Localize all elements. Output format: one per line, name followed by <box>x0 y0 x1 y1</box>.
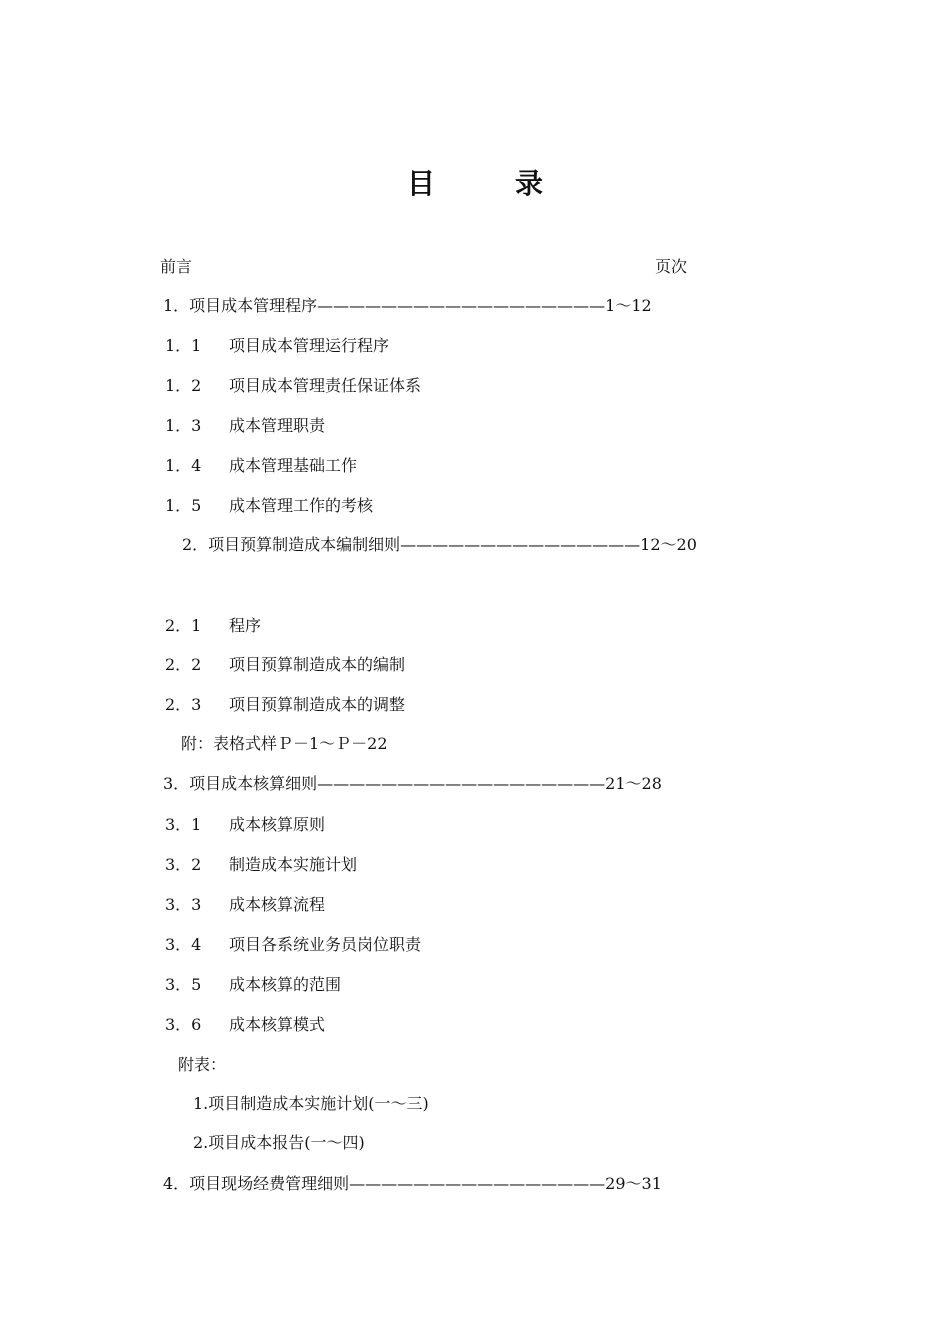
toc-number: 1．2 <box>165 376 202 395</box>
toc-label: 制造成本实施计划 <box>229 855 358 874</box>
header-page-column: 页次 <box>655 257 688 276</box>
header-preface: 前言 <box>160 257 193 276</box>
toc-label: 成本管理基础工作 <box>229 456 358 475</box>
toc-number: 3．6 <box>165 1015 202 1034</box>
toc-entry-3: 3．项目成本核算细则——————————————————21～28 <box>163 774 662 793</box>
toc-number: 2．1 <box>165 616 202 635</box>
toc-number: 1．1 <box>165 336 202 355</box>
toc-number: 1．4 <box>165 456 202 475</box>
toc-number: 3．1 <box>165 815 202 834</box>
toc-label: 成本核算流程 <box>229 895 326 914</box>
toc-label: 程序 <box>229 616 262 635</box>
toc-label: 成本管理工作的考核 <box>229 496 374 515</box>
toc-label: 成本核算原则 <box>229 815 326 834</box>
toc-label: 项目预算制造成本的编制 <box>229 655 406 674</box>
title-char-2: 录 <box>515 167 544 200</box>
toc-entry-1-1 <box>165 336 389 356</box>
toc-appendix-tables: 附表： <box>178 1055 227 1074</box>
toc-label: 项目各系统业务员岗位职责 <box>229 935 422 954</box>
toc-number: 3．3 <box>165 895 202 914</box>
toc-entry-3-3 <box>165 895 325 915</box>
toc-entry-4: 4．项目现场经费管理细则————————————————29～31 <box>163 1174 662 1193</box>
toc-number: 3．5 <box>165 975 202 994</box>
toc-entry-3-1 <box>165 815 325 835</box>
toc-appendix-item-2: 2.项目成本报告(一～四) <box>193 1133 365 1152</box>
toc-label: 成本核算的范围 <box>229 975 342 994</box>
toc-entry-1: 1．项目成本管理程序——————————————————1～12 <box>163 296 652 315</box>
toc-number: 1．5 <box>165 496 202 515</box>
toc-title <box>0 162 950 202</box>
toc-entry-3-4 <box>165 935 421 955</box>
toc-entry-3-2 <box>165 855 357 875</box>
toc-label: 成本管理职责 <box>229 416 326 435</box>
toc-entry-3-6 <box>165 1015 325 1035</box>
toc-entry-2-2 <box>165 655 405 675</box>
toc-entry-1-2 <box>165 376 421 396</box>
toc-entry-2-3 <box>165 695 405 715</box>
toc-entry-1-3 <box>165 416 325 436</box>
toc-entry-1-5 <box>165 496 373 516</box>
toc-label: 项目预算制造成本的调整 <box>229 695 406 714</box>
toc-appendix-item-1: 1.项目制造成本实施计划(一～三) <box>193 1094 429 1113</box>
toc-appendix-forms: 附：表格式样Ｐ－1～Ｐ－22 <box>181 734 388 753</box>
toc-label: 项目成本管理运行程序 <box>229 336 390 355</box>
toc-entry-1-4 <box>165 456 357 476</box>
toc-entry-3-5 <box>165 975 341 995</box>
toc-number: 3．2 <box>165 855 202 874</box>
toc-number: 3．4 <box>165 935 202 954</box>
toc-label: 项目成本管理责任保证体系 <box>229 376 422 395</box>
toc-entry-2-1 <box>165 616 261 636</box>
toc-entry-2: 2．项目预算制造成本编制细则———————————————12～20 <box>182 535 697 554</box>
toc-number: 2．2 <box>165 655 202 674</box>
toc-label: 成本核算模式 <box>229 1015 326 1034</box>
toc-number: 1．3 <box>165 416 202 435</box>
title-char-1: 目 <box>406 167 435 200</box>
toc-number: 2．3 <box>165 695 202 714</box>
